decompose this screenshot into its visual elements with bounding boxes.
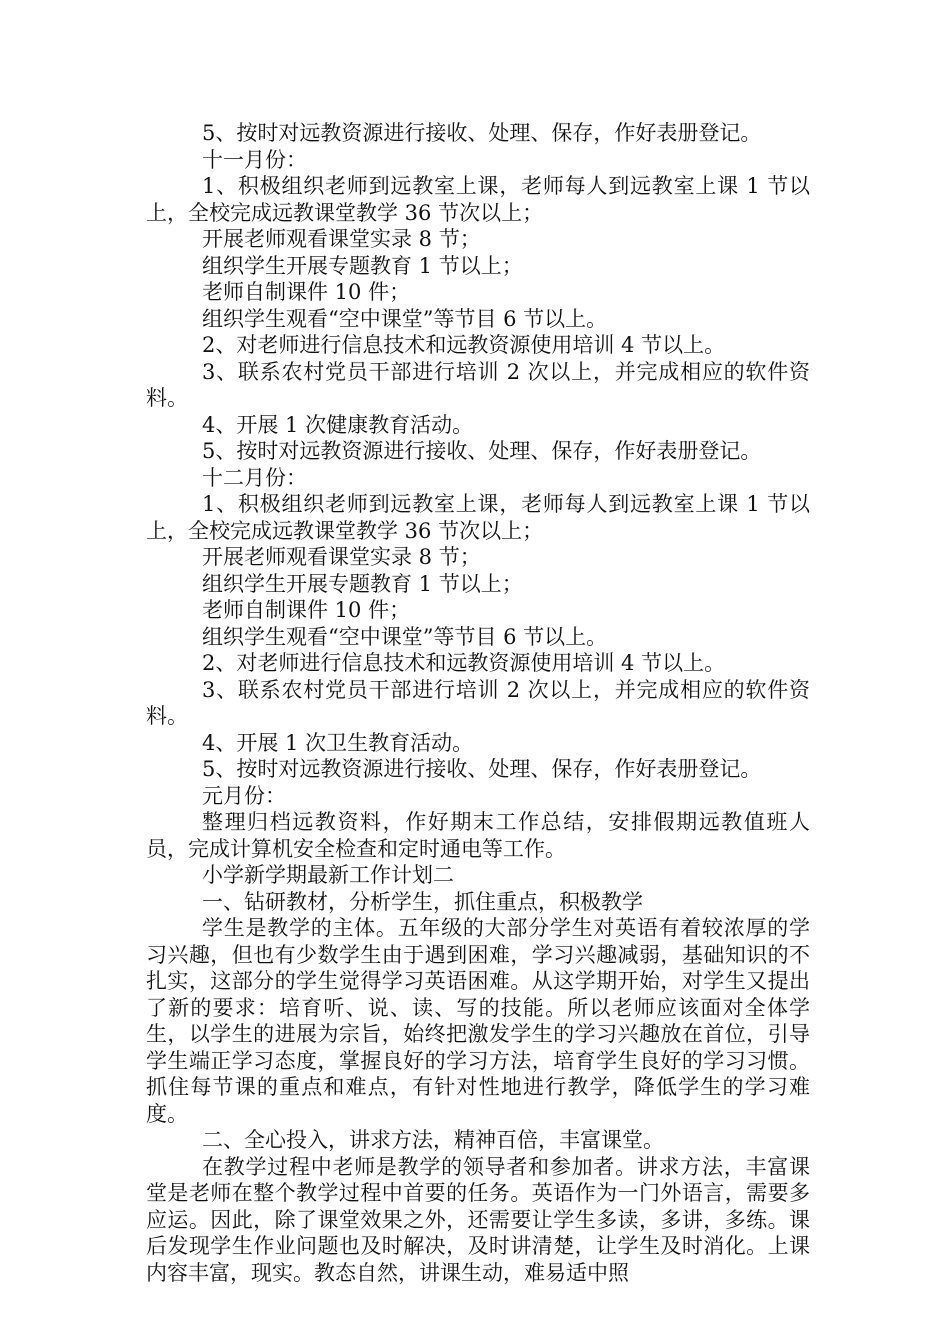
section-heading: 二、全心投入，讲求方法，精神百倍，丰富课堂。 (202, 1128, 664, 1152)
paragraph: 开展老师观看课堂实录 8 节； (202, 227, 481, 251)
paragraph: 学生是教学的主体。五年级的大部分学生对英语有着较浓厚的学习兴趣，但也有少数学生由于遇到困难，学习兴趣减弱，基础知识的不扎实，这部分的学生觉得学习英语困难。从这学期开始，对学生又提出了新的要求：培育听、说、读、写的技能。所以老师应该面对全体学生，以学生的进展为宗旨，始终把激发学生的学习兴趣放在首位，引导学生端正学习态度，掌握良好的学习方法，培育学生良好的学习习惯。抓住每节课的重点和难点，有针对性地进行教学，降低学生的学习难度。 (146, 916, 810, 1126)
section-heading-november: 十一月份： (202, 147, 307, 172)
paragraph: 3、联系农村党员干部进行培训 2 次以上，并完成相应的软件资料。 (146, 677, 810, 728)
paragraph: 4、开展 1 次健康教育活动。 (202, 412, 474, 437)
paragraph: 在教学过程中老师是教学的领导者和参加者。讲求方法，丰富课堂是老师在整个教学过程中首要的任务。英语作为一门外语言，需要多应运。因此，除了课堂效果之外，还需要让学生多读，多讲，多练。课后发现学生作业问题也及时解决，及时讲清楚，让学生及时消化。上课内容丰富，现实。教态自然，讲课生动，难易适中照 (146, 1154, 810, 1285)
paragraph: 2、对老师进行信息技术和远教资源使用培训 4 节以上。 (202, 333, 726, 357)
paragraph: 开展老师观看课堂实录 8 节； (202, 545, 481, 569)
paragraph: 老师自制课件 10 件； (202, 280, 411, 304)
paragraph: 5、按时对远教资源进行接收、处理、保存，作好表册登记。 (202, 439, 762, 463)
section-heading-january: 元月份： (202, 783, 286, 808)
section-heading: 一、钻研教材，分析学生，抓住重点，积极教学 (202, 889, 643, 914)
paragraph: 整理归档远教资料，作好期末工作总结，安排假期远教值班人员，完成计算机安全检查和定时通电等工作。 (146, 810, 810, 861)
paragraph: 组织学生开展专题教育 1 节以上； (202, 253, 523, 278)
paragraph: 组织学生观看“空中课堂”等节目 6 节以上。 (202, 306, 608, 331)
paragraph: 组织学生观看“空中课堂”等节目 6 节以上。 (202, 624, 608, 649)
document-body (146, 120, 810, 1286)
paragraph: 1、积极组织老师到远教室上课，老师每人到远教室上课 1 节以上，全校完成远教课堂教学 36 节次以上； (146, 174, 810, 225)
paragraph: 4、开展 1 次卫生教育活动。 (202, 730, 474, 755)
paragraph: 组织学生开展专题教育 1 节以上； (202, 571, 523, 596)
paragraph: 3、联系农村党员干部进行培训 2 次以上，并完成相应的软件资料。 (146, 359, 810, 410)
paragraph: 1、积极组织老师到远教室上课，老师每人到远教室上课 1 节以上，全校完成远教课堂教学 36 节次以上； (146, 492, 810, 543)
paragraph: 老师自制课件 10 件； (202, 598, 411, 622)
section-heading-december: 十二月份： (202, 465, 307, 490)
document-title: 小学新学期最新工作计划二 (202, 863, 454, 887)
paragraph: 5、按时对远教资源进行接收、处理、保存，作好表册登记。 (202, 121, 762, 145)
paragraph: 2、对老师进行信息技术和远教资源使用培训 4 节以上。 (202, 651, 726, 675)
paragraph: 5、按时对远教资源进行接收、处理、保存，作好表册登记。 (202, 757, 762, 781)
